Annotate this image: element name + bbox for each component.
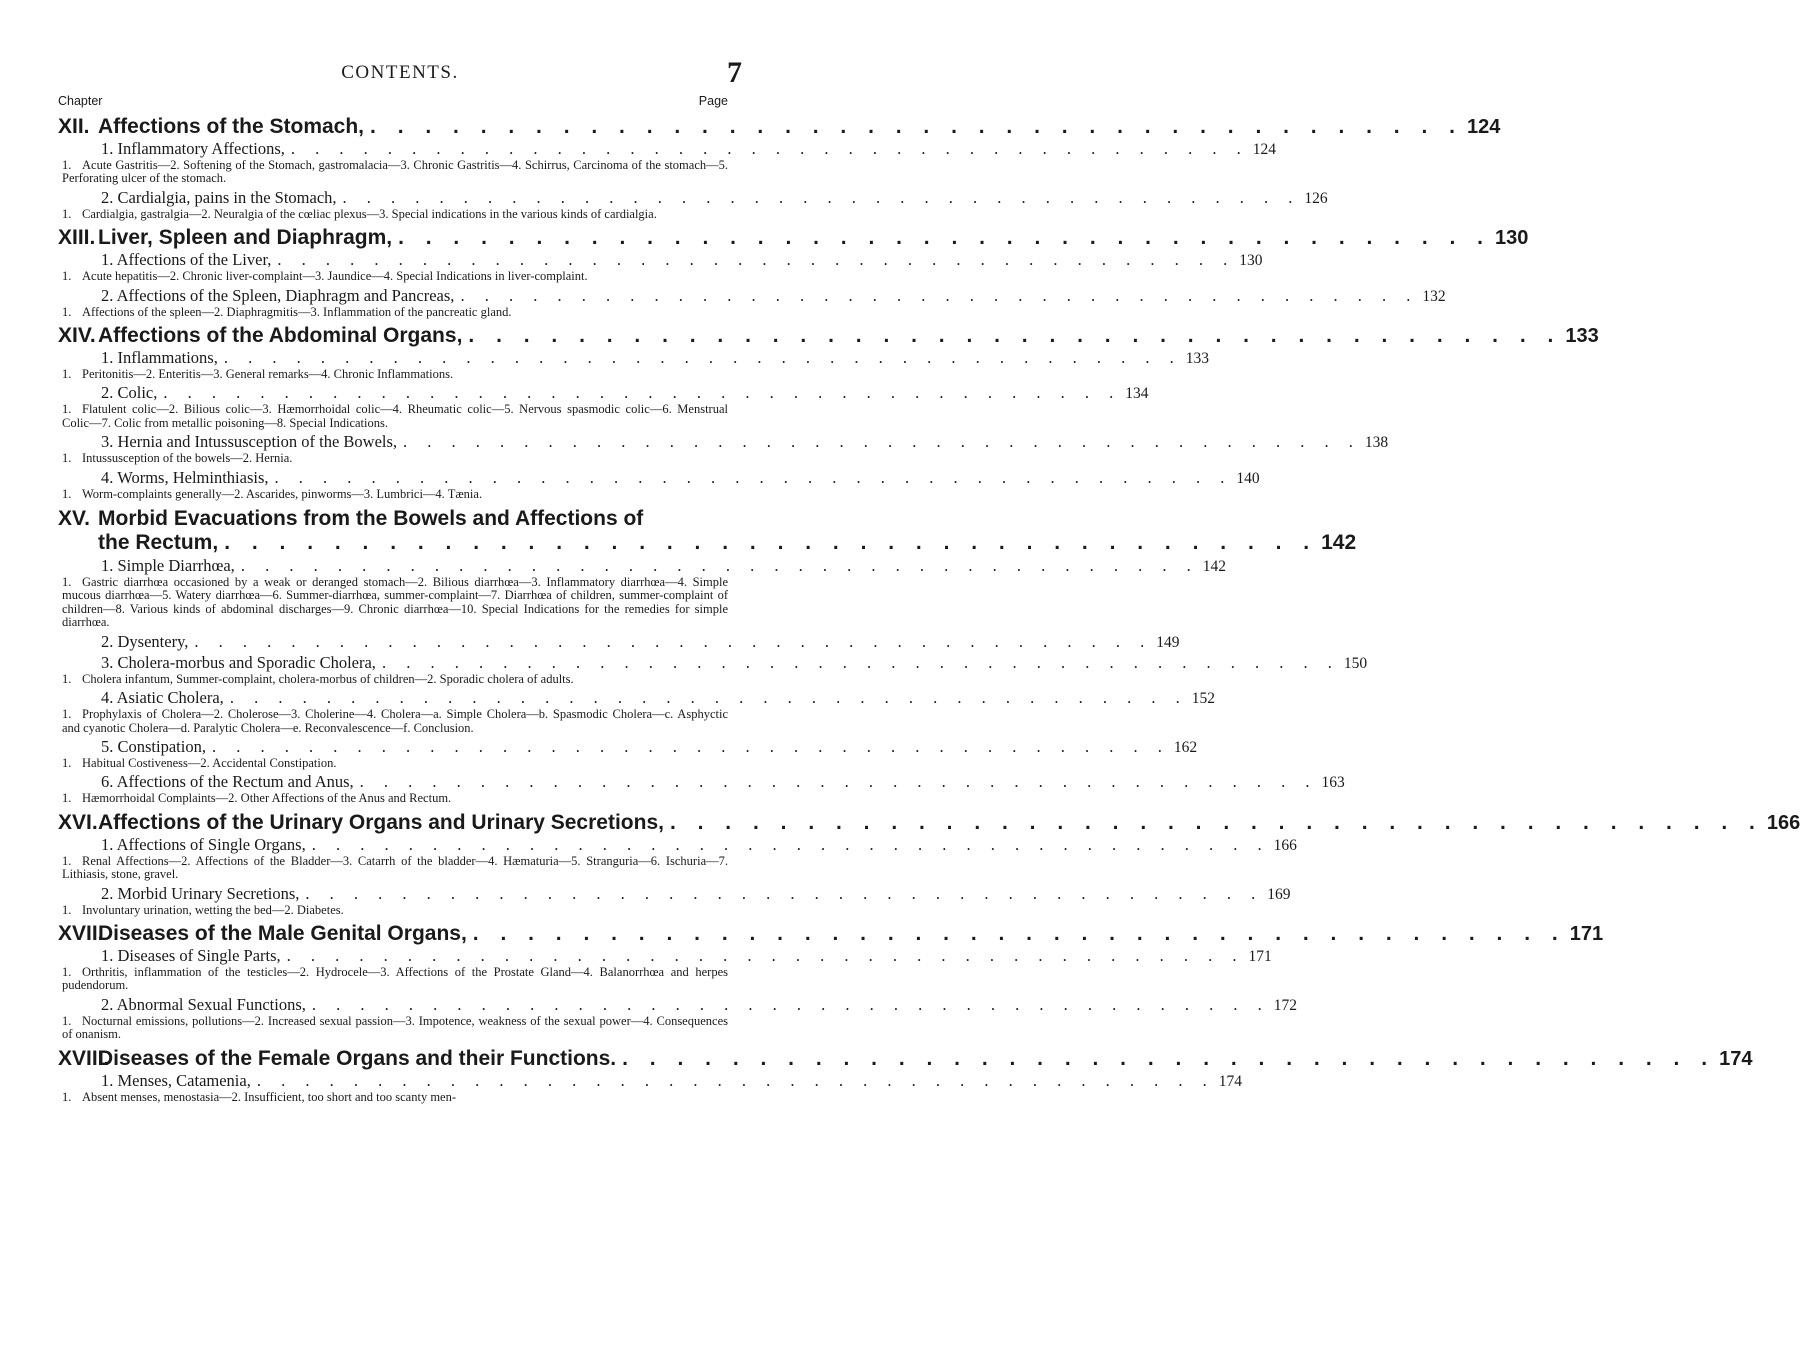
detail-text: Renal Affections—2. Affections of the Bladder—3. Catarrh of the bladder—4. Hæmaturia—5. Stranguria—6. Ischuria—7. Lithiasis, stone, gravel. <box>62 853 728 882</box>
section-page: 169 <box>1267 885 1291 903</box>
leader-dots: . . . . . . . . . . . . . . . . . . . . . . . . . . . . . . . . . . . . . . . . <box>194 631 1153 651</box>
detail-text: Involuntary urination, wetting the bed—2. Diabetes. <box>82 902 344 917</box>
section-label: 3. Cholera-morbus and Sporadic Cholera, <box>101 652 376 672</box>
section-details <box>58 757 728 770</box>
detail-text: Affections of the spleen—2. Diaphragmitis—3. Inflammation of the pancreatic gland. <box>82 304 512 319</box>
chapter-number: XV. <box>58 507 90 531</box>
section-label: 2. Dysentery, <box>101 631 189 651</box>
section-label: 1. Affections of Single Organs, <box>101 834 306 854</box>
leader-dots: . . . . . . . . . . . . . . . . . . . . . . . . . . . . . . . . . . . . . . . . <box>669 810 1763 834</box>
section-entry <box>58 945 1272 966</box>
section-entry <box>58 834 1297 855</box>
detail-text: Peritonitis—2. Enteritis—3. General remarks—4. Chronic Inflammations. <box>82 367 454 382</box>
section-details <box>58 966 728 993</box>
leader-dots: . . . . . . . . . . . . . . . . . . . . . . . . . . . . . . . . . . . . . . . . <box>370 115 1463 138</box>
leader-dots: . . . . . . . . . . . . . . . . . . . . . . . . . . . . . . . . . . . . . . . . <box>342 187 1301 207</box>
section-page: 126 <box>1304 189 1328 207</box>
detail-number: 1. <box>62 402 72 417</box>
chapter-page: 142 <box>1321 531 1357 555</box>
chapter-heading <box>58 1046 1753 1070</box>
chapter-title-line <box>58 923 467 945</box>
section-details <box>58 708 728 735</box>
section-page: 171 <box>1248 947 1272 965</box>
chapter-heading <box>58 507 1357 555</box>
section-entry <box>58 1070 1242 1091</box>
section-details <box>58 1015 728 1042</box>
chapter-heading <box>58 324 1599 348</box>
section-entry <box>58 994 1297 1015</box>
leader-dots: . . . . . . . . . . . . . . . . . . . . . . . . . . . . . . . . . . . . . . . . <box>240 556 1199 576</box>
chapter-column-heading: Chapter <box>58 94 103 108</box>
leader-dots: . . . . . . . . . . . . . . . . . . . . . . . . . . . . . . . . . . . . . . . . <box>277 250 1236 270</box>
leader-dots: . . . . . . . . . . . . . . . . . . . . . . . . . . . . . . . . . . . . . . . . <box>290 139 1249 158</box>
chapter-title-line <box>58 531 1357 555</box>
leader-dots: . . . . . . . . . . . . . . . . . . . . . . . . . . . . . . . . . . . . . . . . <box>256 1070 1215 1090</box>
chapter-title-line <box>58 507 728 531</box>
section-entry <box>58 772 1345 792</box>
detail-number: 1. <box>62 367 72 382</box>
section-page: 172 <box>1273 996 1297 1014</box>
chapter-title-line <box>58 116 364 138</box>
detail-text: Gastric diarrhœa occasioned by a weak or deranged stomach—2. Bilious diarrhœa—3. Inflammatory diarrhœa—4. Simple mucous diarrhœa—5. Watery diarrhœa—6. Summer-diarrhœa, summer-complaint—7. Diarrhœa of children, summer-complaint of children—8. Various kinds of abdominal discharges—9. Chronic diarrhœa—10. Special Indications for the remedies for simple diarrhœa. <box>62 575 728 630</box>
detail-text: Intussusception of the bowels—2. Hernia. <box>82 451 293 466</box>
detail-text: Hæmorrhoidal Complaints—2. Other Affections of the Anus and Rectum. <box>82 791 452 806</box>
section-label: 1. Diseases of Single Parts, <box>101 945 281 965</box>
detail-number: 1. <box>62 269 72 284</box>
section-label: 1. Inflammatory Affections, <box>101 139 285 158</box>
section-page: 149 <box>1156 633 1180 651</box>
section-entry <box>58 556 1226 576</box>
running-head: CONTENTS. <box>341 62 459 83</box>
detail-number: 1. <box>62 755 72 770</box>
section-details <box>58 576 728 630</box>
section-page: 130 <box>1239 252 1263 270</box>
section-label: 1. Simple Diarrhœa, <box>101 556 235 576</box>
chapter-title-line <box>58 1048 616 1070</box>
page-column-heading: Page <box>698 94 728 108</box>
leader-dots: . . . . . . . . . . . . . . . . . . . . . . . . . . . . . . . . . . . . . . . . <box>305 883 1264 903</box>
section-label: 4. Worms, Helminthiasis, <box>101 467 269 487</box>
detail-text: Acute hepatitis—2. Chronic liver-complaint—3. Jaundice—4. Special Indications in liver-complaint. <box>82 269 588 284</box>
chapter-title: Morbid Evacuations from the Bowels and Affections of <box>98 507 644 531</box>
leader-dots: . . . . . . . . . . . . . . . . . . . . . . . . . . . . . . . . . . . . . . . . <box>163 383 1122 403</box>
chapter-page: 166 <box>1766 811 1800 834</box>
section-details <box>58 488 728 501</box>
section-page: 150 <box>1343 654 1368 672</box>
detail-text: Prophylaxis of Cholera—2. Cholerose—3. Cholerine—4. Cholera—a. Simple Cholera—b. Spasmodic Cholera—c. Asphyctic and cyanotic Cholera—d. Paralytic Cholera—e. Reconvalescence—f. Conclusion. <box>62 707 728 735</box>
chapter-title-line <box>58 812 664 834</box>
leader-dots: . . . . . . . . . . . . . . . . . . . . . . . . . . . . . . . . . . . . . . . . <box>460 285 1419 305</box>
section-label: 2. Morbid Urinary Secretions, <box>101 883 300 903</box>
section-details <box>58 855 728 882</box>
section-label: 5. Constipation, <box>101 736 206 756</box>
leader-dots: . . . . . . . . . . . . . . . . . . . . . . . . . . . . . . . . . . . . . . . . <box>229 688 1188 708</box>
detail-number: 1. <box>62 206 72 221</box>
section-page: 163 <box>1321 774 1345 792</box>
section-entry <box>58 250 1263 270</box>
section-label: 4. Asiatic Cholera, <box>101 688 224 708</box>
section-details <box>58 208 728 221</box>
page-number: 7 <box>727 56 742 89</box>
section-label: 2. Cardialgia, pains in the Stomach, <box>101 187 337 207</box>
detail-number: 1. <box>62 791 72 806</box>
detail-number: 1. <box>62 1089 72 1104</box>
chapter-number: XVII. <box>58 921 104 945</box>
leader-dots: . . . . . . . . . . . . . . . . . . . . . . . . . . . . . . . . . . . . . . . . <box>286 945 1245 965</box>
leader-dots: . . . . . . . . . . . . . . . . . . . . . . . . . . . . . . . . . . . . . . . . <box>472 921 1566 945</box>
chapter-page: 171 <box>1569 922 1604 945</box>
section-entry <box>58 383 1149 403</box>
section-entry <box>58 285 1446 306</box>
detail-number: 1. <box>62 671 72 686</box>
section-page: 124 <box>1252 141 1277 158</box>
chapter-heading <box>58 115 1501 138</box>
section-details <box>58 403 728 430</box>
leader-dots: . . . . . . . . . . . . . . . . . . . . . . . . . . . . . . . . . . . . . . . . <box>224 531 1318 555</box>
detail-number: 1. <box>62 1013 72 1028</box>
detail-number: 1. <box>62 902 72 917</box>
section-entry <box>58 467 1260 488</box>
section-label: 1. Affections of the Liver, <box>101 250 272 270</box>
chapter-page: 174 <box>1719 1047 1753 1070</box>
detail-number: 1. <box>62 707 72 722</box>
section-label: 1. Inflammations, <box>101 348 218 368</box>
detail-number: 1. <box>62 853 72 868</box>
section-page: 132 <box>1422 287 1446 305</box>
chapter-title-line <box>58 227 392 249</box>
section-label: 1. Menses, Catamenia, <box>101 1070 251 1090</box>
section-page: 140 <box>1236 469 1260 487</box>
detail-number: 1. <box>62 451 72 466</box>
chapter-page: 133 <box>1565 325 1599 348</box>
section-page: 142 <box>1202 558 1226 576</box>
detail-number: 1. <box>62 158 72 172</box>
section-entry <box>58 736 1198 757</box>
detail-text: Nocturnal emissions, pollutions—2. Increased sexual passion—3. Impotence, weakness of the sexual power—4. Consequences of onanism. <box>62 1013 728 1042</box>
detail-text: Flatulent colic—2. Bilious colic—3. Hæmorrhoidal colic—4. Rheumatic colic—5. Nervous spasmodic colic—6. Menstrual Colic—7. Colic from metallic poisoning—8. Special Indications. <box>62 402 728 430</box>
section-entry <box>58 652 1368 673</box>
chapter-number: XIV. <box>58 324 96 348</box>
chapter-title-line <box>58 325 462 347</box>
detail-text: Habitual Costiveness—2. Accidental Constipation. <box>82 755 337 770</box>
leader-dots: . . . . . . . . . . . . . . . . . . . . . . . . . . . . . . . . . . . . . . . . <box>398 226 1492 250</box>
chapter-title: Affections of the Abdominal Organs, <box>98 324 463 348</box>
chapter-number: XVIII. <box>58 1046 110 1070</box>
section-label: 3. Hernia and Intussusception of the Bowels, <box>101 432 398 452</box>
section-details <box>58 270 728 283</box>
chapter-number: XII. <box>58 115 90 138</box>
leader-dots: . . . . . . . . . . . . . . . . . . . . . . . . . . . . . . . . . . . . . . . . <box>223 348 1182 368</box>
chapter-heading <box>58 921 1604 945</box>
chapter-title: Affections of the Stomach, <box>98 115 365 138</box>
leader-dots: . . . . . . . . . . . . . . . . . . . . . . . . . . . . . . . . . . . . . . . . <box>311 834 1270 854</box>
detail-number: 1. <box>62 575 72 590</box>
chapter-heading <box>58 226 1529 250</box>
section-label: 2. Abnormal Sexual Functions, <box>101 994 306 1014</box>
section-page: 166 <box>1273 836 1297 854</box>
leader-dots: . . . . . . . . . . . . . . . . . . . . . . . . . . . . . . . . . . . . . . . . <box>381 652 1340 672</box>
section-details <box>58 452 728 465</box>
leader-dots: . . . . . . . . . . . . . . . . . . . . . . . . . . . . . . . . . . . . . . . . <box>468 324 1562 348</box>
section-page: 133 <box>1185 350 1209 368</box>
section-details <box>58 368 728 381</box>
detail-text: Worm-complaints generally—2. Ascarides, pinworms—3. Lumbrici—4. Tænia. <box>82 486 483 501</box>
chapter-page: 124 <box>1466 116 1501 138</box>
section-entry <box>58 187 1328 208</box>
chapter-number: XIII. <box>58 226 96 250</box>
detail-number: 1. <box>62 486 72 501</box>
detail-number: 1. <box>62 304 72 319</box>
leader-dots: . . . . . . . . . . . . . . . . . . . . . . . . . . . . . . . . . . . . . . . . <box>274 467 1233 487</box>
section-page: 138 <box>1364 434 1389 452</box>
section-entry <box>58 139 1277 159</box>
detail-text: Absent menses, menostasia—2. Insufficient, too short and too scanty men- <box>82 1089 457 1104</box>
leader-dots: . . . . . . . . . . . . . . . . . . . . . . . . . . . . . . . . . . . . . . . . <box>211 736 1170 756</box>
detail-text: Orthritis, inflammation of the testicles—2. Hydrocele—3. Affections of the Prostate Gland—4. Balanorrhœa and herpes pudendorum. <box>62 964 728 993</box>
section-page: 134 <box>1125 385 1149 403</box>
detail-text: Cholera infantum, Summer-complaint, cholera-morbus of children—2. Sporadic cholera of adults. <box>82 671 574 686</box>
section-details <box>58 792 728 805</box>
section-entry <box>58 432 1389 452</box>
section-page: 152 <box>1191 690 1215 708</box>
leader-dots: . . . . . . . . . . . . . . . . . . . . . . . . . . . . . . . . . . . . . . . . <box>622 1046 1716 1070</box>
section-label: 2. Affections of the Spleen, Diaphragm and Pancreas, <box>101 285 455 305</box>
section-label: 2. Colic, <box>101 383 158 403</box>
section-details <box>58 673 728 686</box>
leader-dots: . . . . . . . . . . . . . . . . . . . . . . . . . . . . . . . . . . . . . . . . <box>359 772 1318 792</box>
column-headings <box>58 90 728 110</box>
chapter-number: XVI. <box>58 810 98 834</box>
chapter-title: Affections of the Urinary Organs and Urinary Secretions, <box>98 810 664 834</box>
section-entry <box>58 688 1215 708</box>
chapter-heading <box>58 810 1800 834</box>
chapter-title: Diseases of the Male Genital Organs, <box>98 921 467 945</box>
detail-text: Cardialgia, gastralgia—2. Neuralgia of the cœliac plexus—3. Special indications in the various kinds of cardialgia. <box>82 206 657 221</box>
chapter-title: Liver, Spleen and Diaphragm, <box>98 226 393 250</box>
section-entry <box>58 631 1180 652</box>
chapter-page: 130 <box>1495 227 1529 250</box>
section-entry <box>58 348 1209 368</box>
section-label: 6. Affections of the Rectum and Anus, <box>101 772 354 792</box>
detail-number: 1. <box>62 964 72 979</box>
chapter-title: Diseases of the Female Organs and their Functions. <box>98 1046 617 1070</box>
section-page: 174 <box>1218 1072 1242 1090</box>
table-of-contents <box>58 90 1800 1107</box>
section-details <box>58 904 728 917</box>
section-entry <box>58 883 1291 904</box>
leader-dots: . . . . . . . . . . . . . . . . . . . . . . . . . . . . . . . . . . . . . . . . <box>311 994 1270 1014</box>
section-page: 162 <box>1173 738 1198 756</box>
section-details <box>58 306 728 319</box>
section-details <box>58 159 728 186</box>
chapter-title-continued: the Rectum, <box>98 531 219 555</box>
detail-text: Acute Gastritis—2. Softening of the Stomach, gastromalacia—3. Chronic Gastritis—4. Schirrus, Carcinoma of the stomach—5. Perforating ulcer of the stomach. <box>62 158 728 186</box>
section-details <box>58 1091 728 1104</box>
leader-dots: . . . . . . . . . . . . . . . . . . . . . . . . . . . . . . . . . . . . . . . . <box>403 432 1361 452</box>
